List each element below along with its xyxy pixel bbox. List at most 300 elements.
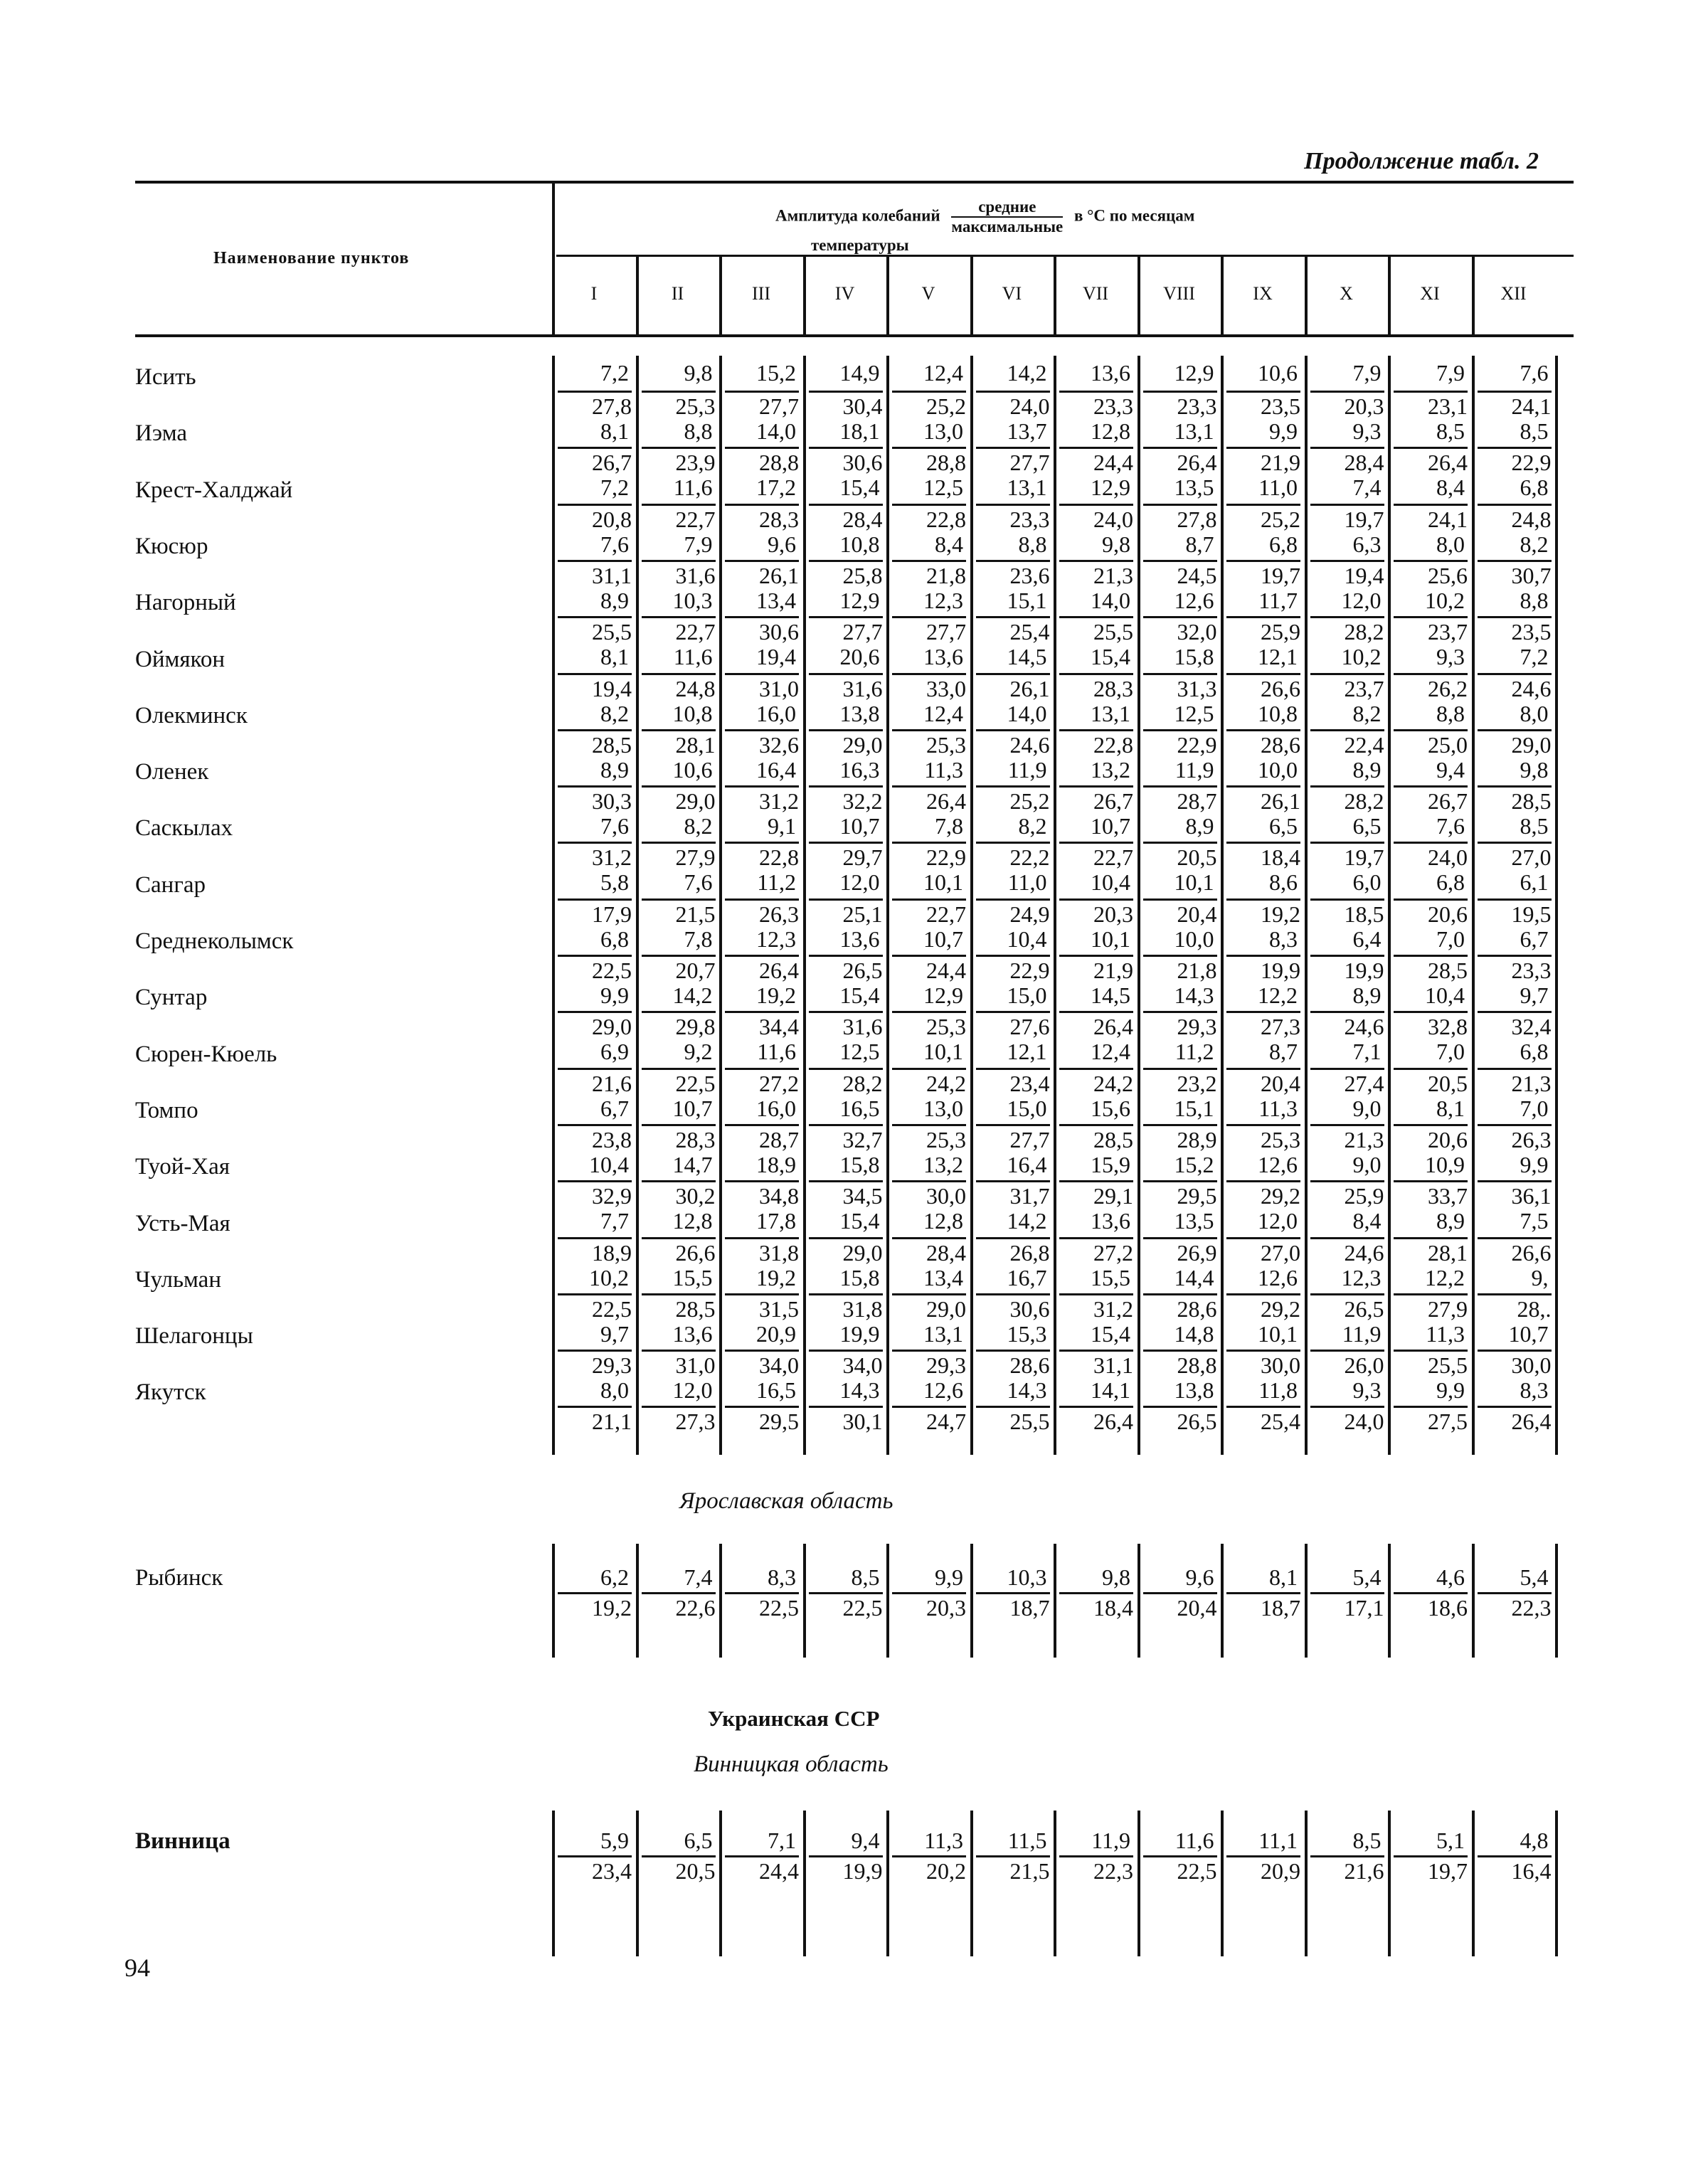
table-cell: 27,3 [1226,1011,1300,1040]
table-cell: 21,6 [558,1068,632,1097]
table-cell: 28,5 [1478,785,1552,815]
table-cell: 8,3 [1520,1377,1549,1404]
table-cell: 13,8 [1174,1377,1214,1404]
table-cell: 33,7 [1394,1180,1468,1209]
table-cell: 21,3 [1310,1124,1384,1153]
table-cell: 25,2 [1226,504,1300,533]
table-cell: 6,5 [1269,813,1298,839]
table-cell: 28,2 [1310,785,1384,815]
table-cell: 20,6 [1394,898,1468,928]
table-cell: 8,0 [1520,700,1549,726]
table-cell: 10,8 [1258,700,1298,726]
table-cell: 11,3 [924,1828,963,1853]
table-cell: 19,2 [756,1264,796,1290]
table-cell: 22,9 [976,955,1050,984]
table-cell: 5,8 [600,869,629,896]
table-cell: 13,5 [1174,1208,1214,1234]
table-cell: 10,1 [1174,869,1214,896]
table-cell: 7,0 [1436,1039,1465,1065]
table-cell: 12,0 [839,869,880,896]
table-cell: 27,3 [642,1406,716,1435]
table-cell: 15,1 [1174,1095,1214,1121]
table-cell: 28,4 [1310,447,1384,476]
table-cell: 16,3 [839,756,880,783]
table-cell: 19,7 [1310,842,1384,871]
table-cell: 13,1 [1091,700,1130,726]
table-cell: 12,0 [1341,587,1382,613]
table-cell: 25,3 [892,1124,966,1153]
table-cell: 10,4 [1007,926,1047,952]
table-cell: 8,5 [1520,813,1549,839]
table-cell: 10,4 [589,1151,629,1177]
table-cell: 9,6 [768,531,796,557]
table-cell: 34,8 [725,1180,799,1209]
temperature-label: температуры [811,236,909,254]
table-cell: 22,9 [1143,729,1217,758]
month-header: III [752,283,770,304]
table-cell: 26,1 [725,560,799,589]
table-cell: 29,3 [892,1350,966,1379]
table-cell: 24,1 [1394,504,1468,533]
table-cell: 24,9 [976,898,1050,928]
table-cell: 12,4 [923,360,963,386]
table-cell: 16,7 [1007,1264,1047,1290]
table-cell: 7,4 [684,1564,713,1590]
table-cell: 15,4 [1091,1320,1130,1347]
table-cell: 10,4 [1091,869,1130,896]
table-cell: 8,5 [1520,418,1549,444]
table-cell: 11,6 [757,1039,796,1065]
table-cell: 10,7 [1508,1320,1549,1347]
table-cell: 17,9 [558,898,632,928]
table-cell: 12,3 [756,926,796,952]
table-cell: 30,6 [725,616,799,645]
table-cell: 27,7 [892,616,966,645]
table-cell: 12,9 [1091,475,1130,501]
table-cell: 25,3 [642,391,716,420]
table-cell: 10,1 [1091,926,1130,952]
table-cell: 6,2 [600,1564,629,1590]
table-cell: 25,0 [1394,729,1468,758]
table-cell: 26,4 [725,955,799,984]
column-divider [1388,1544,1391,1658]
table-cell: 8,8 [684,418,713,444]
table-cell: 23,5 [1226,391,1300,420]
table-cell: 24,0 [1059,504,1133,533]
table-cell: 14,0 [756,418,796,444]
table-cell: 30,0 [892,1180,966,1209]
table-cell: 27,6 [976,1011,1050,1040]
table-cell: 14,9 [839,360,880,386]
top-rule [135,181,1574,184]
station-name: Томпо [135,1097,198,1123]
table-cell: 26,4 [1478,1406,1552,1435]
table-cell: 11,9 [1007,756,1047,783]
station-name: Туой-Хая [135,1154,230,1180]
table-cell: 19,9 [1226,955,1300,984]
table-cell: 15,9 [1091,1151,1130,1177]
table-cell: 19,7 [1394,1855,1468,1885]
table-cell: 6,0 [1352,869,1382,896]
table-cell: 23,6 [976,560,1050,589]
station-name: Сюрен-Кюель [135,1041,277,1067]
table-cell: 19,4 [558,673,632,702]
table-cell: 28,1 [1394,1237,1468,1266]
table-cell: 28,4 [892,1237,966,1266]
table-cell: 11,6 [1174,1828,1214,1853]
table-cell: 27,8 [558,391,632,420]
table-cell: 8,5 [1352,1828,1382,1853]
table-cell: 23,3 [1143,391,1217,420]
table-cell: 11,3 [1258,1095,1298,1121]
table-cell: 27,7 [976,447,1050,476]
table-cell: 18,9 [756,1151,796,1177]
table-cell: 25,3 [892,729,966,758]
table-cell: 9,1 [768,813,796,839]
table-cell: 28,5 [1394,955,1468,984]
table-cell: 9,3 [1352,1377,1382,1404]
table-cell: 24,0 [1394,842,1468,871]
table-cell: 11,0 [1258,475,1298,501]
amplitude-label: Амплитуда колебаний [775,206,940,225]
table-cell: 19,9 [1310,955,1384,984]
table-cell: 7,8 [935,813,963,839]
table-cell: 7,6 [600,813,629,839]
station-name: Якутск [135,1379,206,1406]
table-cell: 31,8 [725,1237,799,1266]
table-cell: 13,1 [1007,475,1047,501]
table-cell: 9,8 [684,360,713,386]
table-cell: 15,2 [1174,1151,1214,1177]
fraction-bottom: максимальные [951,218,1064,235]
table-cell: 17,1 [1310,1592,1384,1621]
table-cell: 31,2 [1059,1293,1133,1322]
table-cell: 20,3 [892,1592,966,1621]
table-cell: 15,4 [839,1208,880,1234]
table-cell: 10,2 [1425,587,1465,613]
table-cell: 24,4 [892,955,966,984]
table-cell: 14,5 [1091,982,1130,1008]
table-cell: 27,7 [976,1124,1050,1153]
table-cell: 12,5 [839,1039,880,1065]
table-cell: 12,6 [1174,587,1214,613]
table-cell: 9,8 [1520,756,1549,783]
table-cell: 24,6 [1310,1237,1384,1266]
table-cell: 33,0 [892,673,966,702]
table-cell: 23,9 [642,447,716,476]
table-cell: 9,4 [851,1828,880,1853]
table-cell: 13,7 [1007,418,1047,444]
table-cell: 31,1 [558,560,632,589]
table-cell: 17,8 [756,1208,796,1234]
table-cell: 11,6 [673,644,713,670]
column-divider [1472,1544,1475,1658]
table-cell: 11,3 [1426,1320,1465,1347]
table-cell: 27,0 [1226,1237,1300,1266]
table-cell: 25,5 [1059,616,1133,645]
table-cell: 30,0 [1478,1350,1552,1379]
table-cell: 8,9 [1436,1208,1465,1234]
table-cell: 13,0 [923,418,963,444]
table-cell: 7,1 [768,1828,796,1853]
table-cell: 15,8 [839,1151,880,1177]
table-cell: 11,1 [1258,1828,1298,1853]
column-divider [552,1544,555,1658]
table-cell: 22,9 [1478,447,1552,476]
table-cell: 9,8 [1102,531,1130,557]
table-cell: 18,7 [1226,1592,1300,1621]
table-cell: 20,4 [1143,898,1217,928]
table-cell: 27,2 [725,1068,799,1097]
table-cell: 26,5 [809,955,883,984]
table-cell: 26,0 [1310,1350,1384,1379]
table-cell: 21,5 [976,1855,1050,1885]
table-cell: 9,0 [1352,1095,1382,1121]
table-cell: 31,8 [809,1293,883,1322]
table-cell: 20,9 [756,1320,796,1347]
amplitude-header [775,198,1194,255]
table-cell: 13,4 [923,1264,963,1290]
table-cell: 7,2 [600,360,629,386]
table-cell: 8,8 [1520,587,1549,613]
table-cell: 8,7 [1269,1039,1298,1065]
table-cell: 9,9 [1436,1377,1465,1404]
table-cell: 28,7 [725,1124,799,1153]
table-cell: 20,5 [1394,1068,1468,1097]
table-cell: 12,5 [1174,700,1214,726]
table-cell: 14,7 [672,1151,713,1177]
table-cell: 28,3 [1059,673,1133,702]
table-cell: 13,0 [923,1095,963,1121]
station-name: Чульман [135,1266,221,1293]
table-cell: 10,6 [1258,360,1298,386]
table-cell: 9,6 [1185,1564,1214,1590]
table-cell: 6,3 [1352,531,1382,557]
table-cell: 5,4 [1520,1564,1549,1590]
table-cell: 13,4 [756,587,796,613]
station-name: Нагорный [135,590,236,616]
table-cell: 31,6 [809,673,883,702]
table-cell: 10,2 [1341,644,1382,670]
column-divider [1555,1811,1558,1956]
table-cell: 8,4 [935,531,963,557]
table-cell: 26,2 [1394,673,1468,702]
table-cell: 12,0 [672,1377,713,1404]
table-cell: 18,7 [976,1592,1050,1621]
table-cell: 19,2 [558,1592,632,1621]
table-cell: 29,2 [1226,1180,1300,1209]
table-cell: 27,9 [1394,1293,1468,1322]
table-cell: 27,5 [1394,1406,1468,1435]
table-cell: 15,5 [1091,1264,1130,1290]
table-cell: 16,4 [1478,1855,1552,1885]
table-cell: 25,3 [892,1011,966,1040]
table-cell: 30,2 [642,1180,716,1209]
column-divider [552,184,555,334]
table-cell: 12,3 [923,587,963,613]
station-name: Шелагонцы [135,1323,253,1350]
table-cell: 30,6 [976,1293,1050,1322]
table-cell: 26,4 [1394,447,1468,476]
table-cell: 23,5 [1478,616,1552,645]
month-header: VI [1002,283,1022,304]
table-cell: 20,2 [892,1855,966,1885]
table-cell: 21,6 [1310,1855,1384,1885]
column-divider [1054,1544,1056,1658]
table-cell: 9,7 [1520,982,1549,1008]
table-cell: 8,5 [851,1564,880,1590]
table-cell: 14,4 [1174,1264,1214,1290]
table-cell: 13,6 [672,1320,713,1347]
table-cell: 30,1 [809,1406,883,1435]
table-cell: 5,1 [1436,1828,1465,1853]
table-cell: 21,8 [1143,955,1217,984]
station-name: Иэма [135,420,188,447]
table-cell: 24,6 [1310,1011,1384,1040]
table-cell: 11,9 [1174,756,1214,783]
table-cell: 27,8 [1143,504,1217,533]
table-cell: 8,7 [1185,531,1214,557]
table-cell: 24,4 [1059,447,1133,476]
table-cell: 8,2 [1018,813,1047,839]
table-cell: 27,2 [1059,1237,1133,1266]
table-cell: 13,8 [839,700,880,726]
table-cell: 15,4 [1091,644,1130,670]
table-cell: 26,3 [1478,1124,1552,1153]
table-cell: 8,4 [1436,475,1465,501]
table-cell: 7,6 [1436,813,1465,839]
table-cell: 29,0 [809,729,883,758]
table-cell: 15,1 [1007,587,1047,613]
table-cell: 32,2 [809,785,883,815]
table-cell: 24,6 [1478,673,1552,702]
table-cell: 25,5 [1394,1350,1468,1379]
table-cell: 28,7 [1143,785,1217,815]
table-cell: 6,7 [600,1095,629,1121]
table-cell: 22,8 [1059,729,1133,758]
table-cell: 26,8 [976,1237,1050,1266]
table-cell: 17,2 [756,475,796,501]
table-cell: 23,3 [1478,955,1552,984]
table-cell: 12,8 [1091,418,1130,444]
table-cell: 22,5 [725,1592,799,1621]
table-cell: 23,3 [1059,391,1133,420]
table-cell: 13,6 [839,926,880,952]
table-cell: 29,0 [1478,729,1552,758]
table-cell: 31,0 [725,673,799,702]
table-cell: 29,5 [1143,1180,1217,1209]
table-cell: 10,7 [1091,813,1130,839]
table-cell: 26,9 [1143,1237,1217,1266]
table-cell: 23,4 [558,1855,632,1885]
table-cell: 23,8 [558,1124,632,1153]
table-cell: 8,8 [1018,531,1047,557]
table-cell: 11,8 [1258,1377,1298,1404]
table-cell: 29,8 [642,1011,716,1040]
table-cell: 11,0 [1007,869,1047,896]
table-cell: 26,1 [1226,785,1300,815]
station-name: Усть-Мая [135,1210,230,1236]
table-cell: 22,8 [725,842,799,871]
table-cell: 24,0 [1310,1406,1384,1435]
table-cell: 7,9 [684,531,713,557]
month-header: XI [1420,283,1440,304]
table-cell: 14,8 [1174,1320,1214,1347]
table-cell: 19,7 [1310,504,1384,533]
table-cell: 26,7 [1059,785,1133,815]
table-cell: 22,7 [642,616,716,645]
table-cell: 27,4 [1310,1068,1384,1097]
table-cell: 24,2 [1059,1068,1133,1097]
table-cell: 27,0 [1478,842,1552,871]
table-cell: 11,2 [757,869,796,896]
table-cell: 8,5 [1436,418,1465,444]
table-cell: 23,7 [1310,673,1384,702]
table-cell: 24,2 [892,1068,966,1097]
table-cell: 30,3 [558,785,632,815]
table-cell: 8,9 [1352,982,1382,1008]
table-cell: 6,1 [1520,869,1549,896]
table-cell: 30,4 [809,391,883,420]
table-cell: 28,3 [642,1124,716,1153]
table-cell: 9,9 [600,982,629,1008]
table-cell: 12,5 [923,475,963,501]
table-cell: 14,2 [672,982,713,1008]
table-cell: 26,1 [976,673,1050,702]
month-header: VIII [1163,283,1195,304]
table-cell: 18,4 [1226,842,1300,871]
table-cell: 20,8 [558,504,632,533]
table-cell: 7,8 [684,926,713,952]
table-cell: 20,9 [1226,1855,1300,1885]
table-cell: 19,2 [1226,898,1300,928]
table-cell: 25,4 [1226,1406,1300,1435]
table-cell: 22,7 [642,504,716,533]
table-cell: 32,0 [1143,616,1217,645]
table-cell: 25,8 [809,560,883,589]
table-cell: 16,0 [756,700,796,726]
station-name: Оймякон [135,646,226,672]
table-cell: 32,9 [558,1180,632,1209]
column-divider [803,1544,806,1658]
table-cell: 7,2 [600,475,629,501]
month-header: II [671,283,684,304]
table-cell: 9,3 [1352,418,1382,444]
table-cell: 8,3 [768,1564,796,1590]
table-cell: 20,3 [1059,898,1133,928]
table-cell: 27,9 [642,842,716,871]
station-name: Исить [135,364,196,390]
month-header: IV [834,283,855,304]
table-cell: 24,0 [976,391,1050,420]
table-cell: 9,9 [935,1564,963,1590]
table-cell: 31,6 [809,1011,883,1040]
table-cell: 8,2 [1520,531,1549,557]
table-cell: 10,7 [923,926,963,952]
table-cell: 21,9 [1059,955,1133,984]
table-cell: 10,8 [839,531,880,557]
table-cell: 20,5 [1143,842,1217,871]
table-cell: 9,7 [600,1320,629,1347]
table-cell: 16,0 [756,1095,796,1121]
table-cell: 8,1 [600,644,629,670]
month-header: XII [1500,283,1527,304]
table-cell: 7,0 [1520,1095,1549,1121]
table-cell: 32,6 [725,729,799,758]
table-cell: 12,6 [1258,1264,1298,1290]
table-cell: 9,8 [1102,1564,1130,1590]
table-cell: 29,0 [892,1293,966,1322]
